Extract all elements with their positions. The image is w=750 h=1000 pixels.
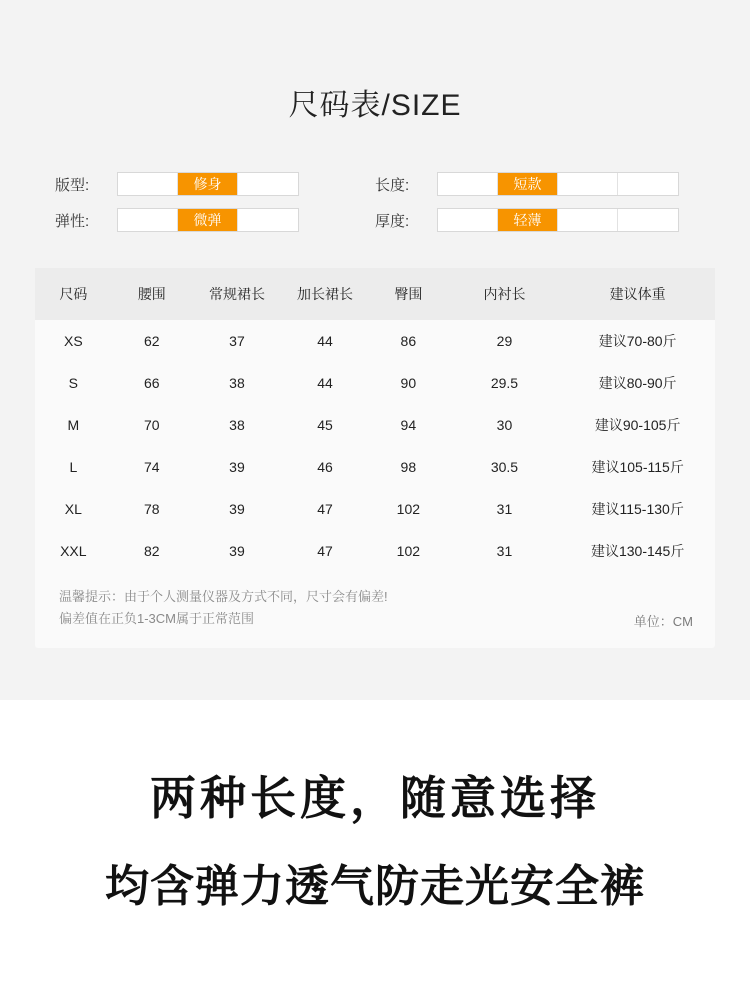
attribute-elasticity (55, 208, 375, 232)
attribute-label-elasticity: 弹性: (55, 212, 90, 230)
table-cell: 39 (192, 446, 282, 488)
attribute-cell-selected: 轻薄 (498, 209, 558, 231)
attribute-cell (558, 173, 618, 195)
attributes-block (55, 172, 695, 232)
table-row (35, 320, 715, 362)
attribute-cell-selected: 短款 (498, 173, 558, 195)
table-cell: 建议90-105斤 (560, 404, 715, 446)
attribute-fit (55, 172, 375, 196)
table-cell: 29 (449, 320, 561, 362)
size-note (35, 572, 715, 648)
promo-banner (0, 700, 750, 1000)
table-cell: 47 (282, 530, 368, 572)
table-cell: 38 (192, 404, 282, 446)
table-cell: 94 (368, 404, 448, 446)
table-header-cell: 加长裙长 (282, 268, 368, 320)
table-cell: 86 (368, 320, 448, 362)
table-cell: 37 (192, 320, 282, 362)
table-cell: 建议130-145斤 (560, 530, 715, 572)
attribute-cell (238, 173, 298, 195)
table-cell: 30 (449, 404, 561, 446)
table-cell: 建议105-115斤 (560, 446, 715, 488)
banner-subheadline: 均含弹力透气防走光安全裤 (105, 861, 645, 912)
table-cell: 建议115-130斤 (560, 488, 715, 530)
table-cell: XXL (35, 530, 112, 572)
table-cell: L (35, 446, 112, 488)
unit-label: 单位：CM (633, 614, 693, 629)
attribute-thickness (375, 208, 695, 232)
note-line-1: 温馨提示：由于个人测量仪器及方式不同，尺寸会有偏差! (59, 589, 388, 604)
table-row (35, 404, 715, 446)
table-cell: 90 (368, 362, 448, 404)
table-row (35, 530, 715, 572)
table-cell: 45 (282, 404, 368, 446)
attribute-bar-fit (117, 172, 299, 196)
table-cell: 30.5 (449, 446, 561, 488)
table-row (35, 488, 715, 530)
attribute-bar-elasticity (117, 208, 299, 232)
attribute-cell (618, 209, 678, 231)
table-header-cell: 腰围 (112, 268, 192, 320)
table-header-row (35, 268, 715, 320)
attribute-label-fit: 版型: (55, 176, 90, 194)
table-cell: 82 (112, 530, 192, 572)
table-header-cell: 建议体重 (560, 268, 715, 320)
table-header-cell: 尺码 (35, 268, 112, 320)
table-cell: 74 (112, 446, 192, 488)
table-cell: 31 (449, 530, 561, 572)
table-cell: 70 (112, 404, 192, 446)
note-line-2: 偏差值在正负1-3CM属于正常范围 (59, 611, 255, 626)
attribute-cell-selected: 微弹 (178, 209, 238, 231)
table-cell: 44 (282, 362, 368, 404)
attribute-cell (238, 209, 298, 231)
attribute-label-thickness: 厚度: (375, 212, 410, 230)
table-row (35, 362, 715, 404)
table-cell: 31 (449, 488, 561, 530)
table-row (35, 446, 715, 488)
attribute-cell (618, 173, 678, 195)
table-cell: M (35, 404, 112, 446)
table-cell: 39 (192, 488, 282, 530)
banner-headline: 两种长度，随意选择 (150, 771, 600, 825)
table-cell: XS (35, 320, 112, 362)
attribute-label-length: 长度: (375, 176, 410, 194)
attribute-cell (558, 209, 618, 231)
table-cell: 102 (368, 488, 448, 530)
table-cell: 29.5 (449, 362, 561, 404)
table-cell: 78 (112, 488, 192, 530)
table-cell: 建议80-90斤 (560, 362, 715, 404)
attribute-cell (118, 209, 178, 231)
size-table-body (35, 320, 715, 572)
table-cell: S (35, 362, 112, 404)
table-cell: 38 (192, 362, 282, 404)
attribute-cell (118, 173, 178, 195)
table-cell: 46 (282, 446, 368, 488)
attribute-bar-thickness (437, 208, 679, 232)
table-header-cell: 内衬长 (449, 268, 561, 320)
table-header-cell: 常规裙长 (192, 268, 282, 320)
table-cell: 39 (192, 530, 282, 572)
attribute-cell (438, 173, 498, 195)
attribute-row (55, 208, 695, 232)
attribute-cell-selected: 修身 (178, 173, 238, 195)
size-table (35, 268, 715, 572)
table-cell: 47 (282, 488, 368, 530)
table-cell: 建议70-80斤 (560, 320, 715, 362)
page-title: 尺码表/SIZE (288, 89, 462, 122)
size-table-head (35, 268, 715, 320)
table-cell: 44 (282, 320, 368, 362)
table-cell: 66 (112, 362, 192, 404)
size-table-card (35, 268, 715, 648)
attribute-bar-length (437, 172, 679, 196)
table-cell: XL (35, 488, 112, 530)
table-cell: 98 (368, 446, 448, 488)
table-cell: 62 (112, 320, 192, 362)
attribute-cell (438, 209, 498, 231)
table-cell: 102 (368, 530, 448, 572)
attribute-row (55, 172, 695, 196)
attribute-length (375, 172, 695, 196)
table-header-cell: 臀围 (368, 268, 448, 320)
